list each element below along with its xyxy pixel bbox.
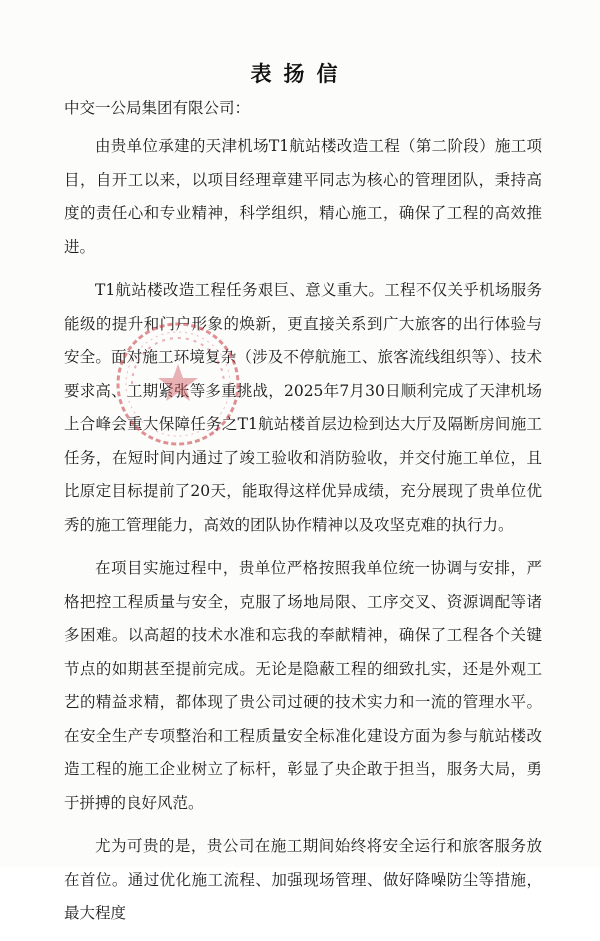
- paragraph-4: 尤为可贵的是，贵公司在施工期间始终将安全运行和旅客服务放在首位。通过优化施工流程、加强现场管理、做好降噪防尘等措施，最大程度: [64, 837, 542, 922]
- paragraph-2: T1航站楼改造工程任务艰巨、意义重大。工程不仅关乎机场服务能级的提升和门户形象的焕新，更直接关系到广大旅客的出行体验与安全。面对施工环境复杂（涉及不停航施工、旅客流线组织等）、技术要求高、工期紧张等多重挑战，2025年7月30日顺利完成了天津机场上合峰会重大保障任务之T1航站楼首层边检到达大厅及隔断房间施工任务，在短时间内通过了竣工验收和消防验收，并交付施工单位，且比原定目标提前了20天，能取得这样优异成绩，充分展现了贵单位优秀的施工管理能力，高效的团队协作精神以及攻坚克难的执行力。: [64, 281, 542, 534]
- letter-salutation: 中交一公局集团有限公司：: [64, 99, 251, 117]
- letter-body: [64, 130, 542, 941]
- paragraph-3: 在项目实施过程中，贵单位严格按照我单位统一协调与安排，严格把控工程质量与安全，克服了场地局限、工序交叉、资源调配等诸多困难。以高超的技术水准和忘我的奉献精神，确保了工程各个关键节点的如期甚至提前完成。无论是隐蔽工程的细致扎实，还是外观工艺的精益求精，都体现了贵公司过硬的技术实力和一流的管理水平。在安全生产专项整治和工程质量安全标准化建设方面为参与航站楼改造工程的施工企业树立了标杆，彰显了央企敢于担当，服务大局，勇于拼搏的良好风范。: [64, 559, 542, 812]
- paragraph-1: 由贵单位承建的天津机场T1航站楼改造工程（第二阶段）施工项目，自开工以来，以项目经理章建平同志为核心的管理团队，秉持高度的责任心和专业精神，科学组织，精心施工，确保了工程的高效推进。: [64, 137, 542, 256]
- letter-title: 表扬信: [250, 61, 350, 86]
- official-seal-icon: [112, 318, 244, 450]
